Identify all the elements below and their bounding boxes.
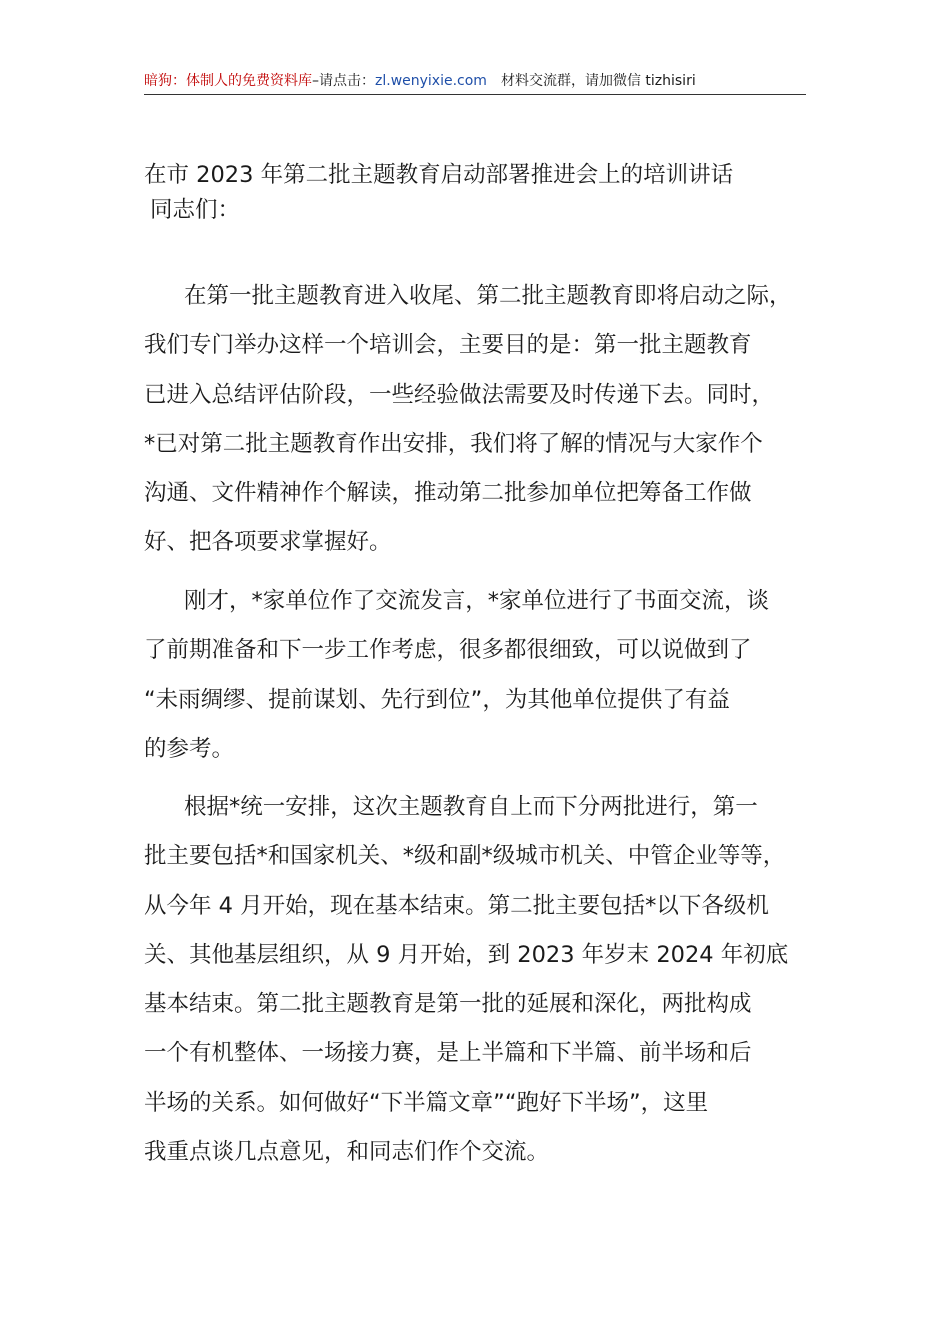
header-click-prompt: –请点击： bbox=[312, 73, 375, 89]
page-header bbox=[144, 68, 806, 95]
paragraph-line: 了前期准备和下一步工作考虑，很多都很细致，可以说做到了 bbox=[144, 637, 752, 664]
paragraph-3 bbox=[144, 783, 788, 1177]
paragraph-line: 沟通、文件精神作个解读，推动第二批参加单位把筹备工作做 bbox=[144, 480, 752, 507]
paragraph-line: 已进入总结评估阶段，一些经验做法需要及时传递下去。同时， bbox=[144, 381, 775, 408]
header-url-link[interactable]: zl.wenyixie.com bbox=[375, 73, 487, 89]
document-title: 在市 2023 年第二批主题教育启动部署推进会上的培训讲话 bbox=[144, 162, 734, 188]
salutation: 同志们： bbox=[150, 197, 241, 223]
paragraph-line: 一个有机整体、一场接力赛，是上半篇和下半篇、前半场和后 bbox=[144, 1040, 752, 1067]
paragraph-line: 基本结束。第二批主题教育是第一批的延展和深化，两批构成 bbox=[144, 991, 752, 1018]
header-brand: 暗狗：体制人的免费资料库 bbox=[144, 73, 312, 89]
paragraph-line: 我们专门举办这样一个培训会，主要目的是：第一批主题教育 bbox=[144, 332, 752, 359]
paragraph-line: “未雨绸缪、提前谋划、先行到位”，为其他单位提供了有益 bbox=[144, 686, 730, 713]
paragraph-line: 的参考。 bbox=[144, 735, 235, 762]
paragraph-2 bbox=[144, 577, 769, 774]
paragraph-line: 在第一批主题教育进入收尾、第二批主题教育即将启动之际， bbox=[184, 283, 792, 309]
paragraph-1 bbox=[144, 272, 792, 568]
paragraph-line: 好、把各项要求掌握好。 bbox=[144, 529, 392, 556]
paragraph-line: 从今年 4 月开始，现在基本结束。第二批主要包括*以下各级机 bbox=[144, 892, 769, 919]
paragraph-line: *已对第二批主题教育作出安排，我们将了解的情况与大家作个 bbox=[144, 430, 763, 457]
header-group-note: 材料交流群，请加微信 tizhisiri bbox=[500, 73, 696, 89]
paragraph-line: 根据*统一安排，这次主题教育自上而下分两批进行，第一 bbox=[184, 794, 758, 820]
paragraph-line: 我重点谈几点意见，和同志们作个交流。 bbox=[144, 1139, 550, 1166]
paragraph-line: 刚才，*家单位作了交流发言，*家单位进行了书面交流，谈 bbox=[184, 588, 770, 614]
paragraph-line: 半场的关系。如何做好“下半篇文章”“跑好下半场”，这里 bbox=[144, 1089, 709, 1116]
paragraph-line: 关、其他基层组织，从 9 月开始，到 2023 年岁末 2024 年初底 bbox=[144, 941, 789, 968]
paragraph-line: 批主要包括*和国家机关、*级和副*级城市机关、中管企业等等， bbox=[144, 843, 786, 870]
